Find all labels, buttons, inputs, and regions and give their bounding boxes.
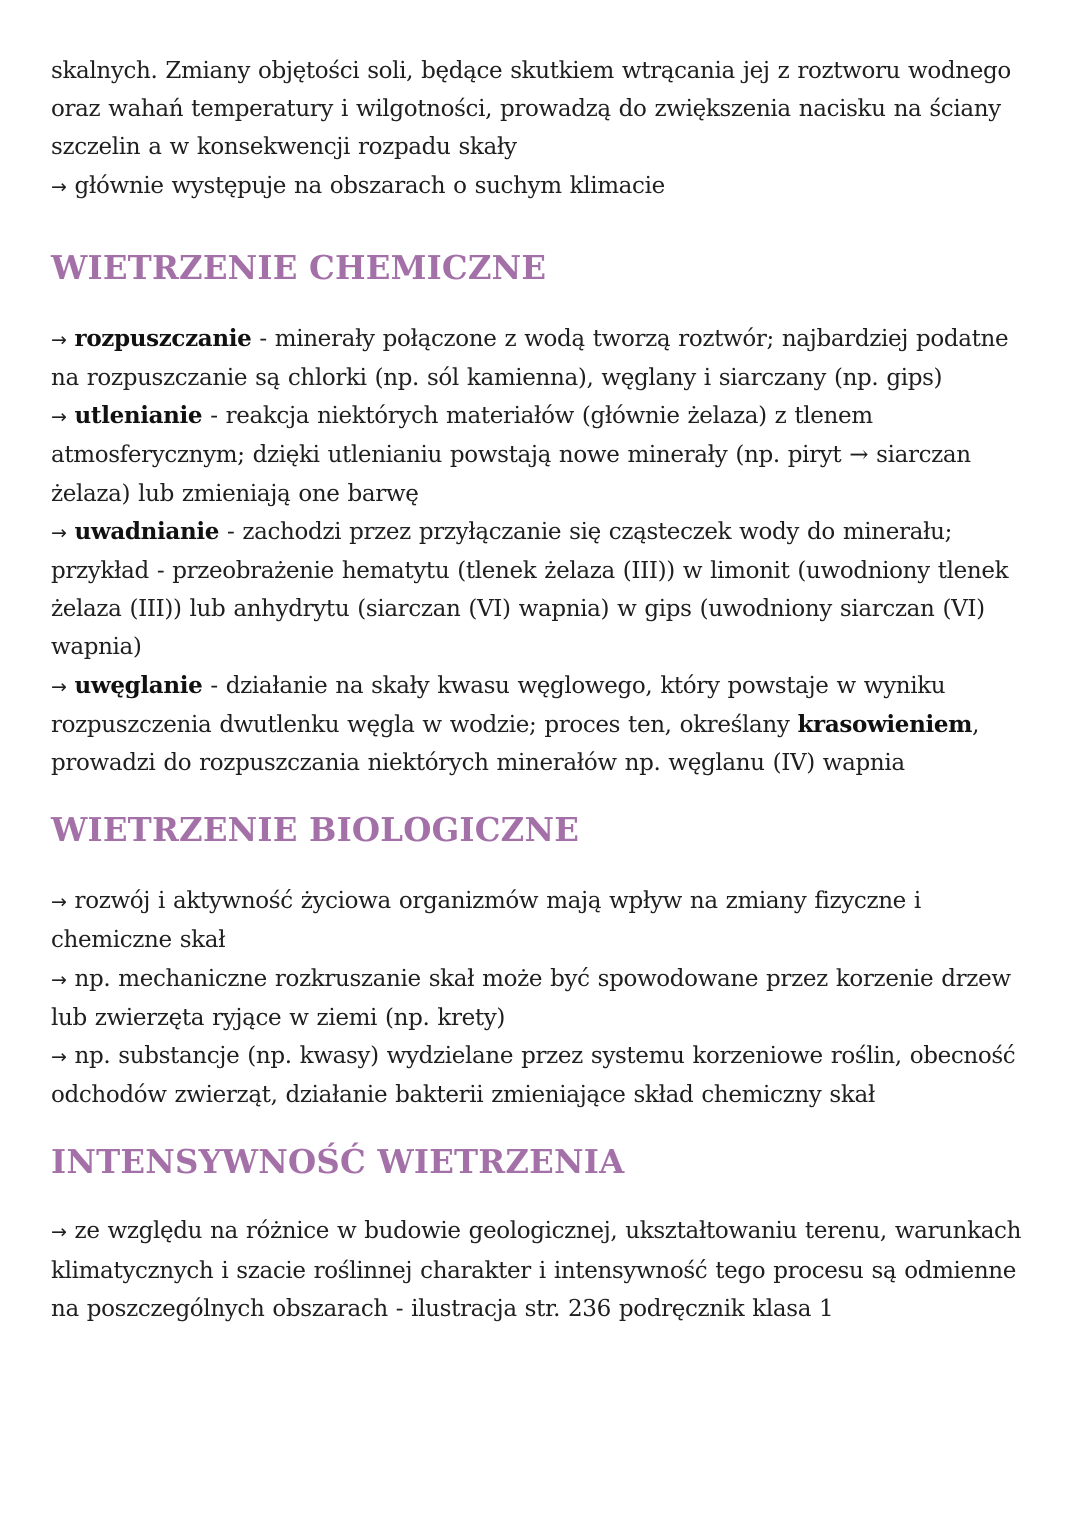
section-title-intensity: INTENSYWNOŚĆ WIETRZENIA bbox=[51, 1142, 625, 1182]
arrow-icon: → bbox=[51, 891, 67, 914]
section-title-biological: WIETRZENIE BIOLOGICZNE bbox=[51, 810, 580, 850]
term-uwadnianie: uwadnianie bbox=[74, 517, 220, 545]
arrow-icon: → bbox=[51, 175, 67, 198]
arrow-icon: → bbox=[51, 406, 67, 429]
section-title-chemical: WIETRZENIE CHEMICZNE bbox=[51, 247, 547, 287]
intro-paragraph bbox=[51, 52, 1030, 206]
intro-text: skalnych. Zmiany objętości soli, będące skutkiem wtrącania jej z roztworu wodnego oraz wahań temperatury i wilgotności, prowadzą do zwiększenia nacisku na ściany szczelin a w konsekwencji rozpadu skały bbox=[51, 58, 1011, 161]
intensity-item: ze względu na różnice w budowie geologicznej, ukształtowaniu terenu, warunkach klimatycznych i szacie roślinnej charakter i intensywność tego procesu są odmienne na poszczególnych obszarach - ilustracja str. 236 podręcznik klasa 1 bbox=[51, 1218, 1022, 1322]
chemical-item-text: - działanie na skały kwasu węglowego, który powstaje w wyniku rozpuszczenia dwutlenku węgla w wodzie; proces ten, określany bbox=[51, 672, 946, 738]
intro-note: głównie występuje na obszarach o suchym klimacie bbox=[74, 172, 665, 199]
arrow-icon: → bbox=[51, 521, 67, 544]
chemical-item-text: , prowadzi do rozpuszczania niektórych minerałów np. węglanu (IV) wapnia bbox=[51, 711, 980, 777]
arrow-icon: → bbox=[51, 1046, 67, 1069]
biological-item: np. substancje (np. kwasy) wydzielane przez systemu korzeniowe roślin, obecność odchodów zwierząt, działanie bakterii zmieniające skład chemiczny skał bbox=[51, 1043, 1016, 1109]
chemical-item-text: - zachodzi przez przyłączanie się cząsteczek wody do minerału; przykład - przeobrażenie hematytu (tlenek żelaza (III)) w limonit (uwodniony tlenek żelaza (III)) lub anhydrytu (siarczan (VI) wapnia) w gips (uwodniony siarczan (VI) wapnia) bbox=[51, 518, 1009, 661]
arrow-icon: → bbox=[51, 1221, 67, 1244]
term-utlenianie: utlenianie bbox=[74, 402, 203, 430]
term-rozpuszczanie: rozpuszczanie bbox=[74, 324, 252, 352]
biological-item: rozwój i aktywność życiowa organizmów mają wpływ na zmiany fizyczne i chemiczne skał bbox=[51, 888, 921, 954]
chemical-section bbox=[51, 320, 1030, 782]
arrow-icon: → bbox=[51, 328, 67, 351]
arrow-icon: → bbox=[51, 675, 67, 698]
term-krasowienie: krasowieniem bbox=[797, 710, 973, 738]
term-uweglanie: uwęglanie bbox=[74, 671, 203, 699]
biological-section bbox=[51, 882, 1030, 1114]
biological-item: np. mechaniczne rozkruszanie skał może być spowodowane przez korzenie drzew lub zwierzęta ryjące w ziemi (np. krety) bbox=[51, 965, 1011, 1031]
chemical-item-text: - reakcja niektórych materiałów (głównie żelaza) z tlenem atmosferycznym; dzięki utlenianiu powstają nowe minerały (np. piryt → siarczan żelaza) lub zmieniają one barwę bbox=[51, 403, 971, 507]
arrow-icon: → bbox=[51, 968, 67, 991]
chemical-item-text: - minerały połączone z wodą tworzą roztwór; najbardziej podatne na rozpuszczanie są chlorki (np. sól kamienna), węglany i siarczany (np. gips) bbox=[51, 325, 1009, 392]
intensity-section bbox=[51, 1212, 1030, 1328]
